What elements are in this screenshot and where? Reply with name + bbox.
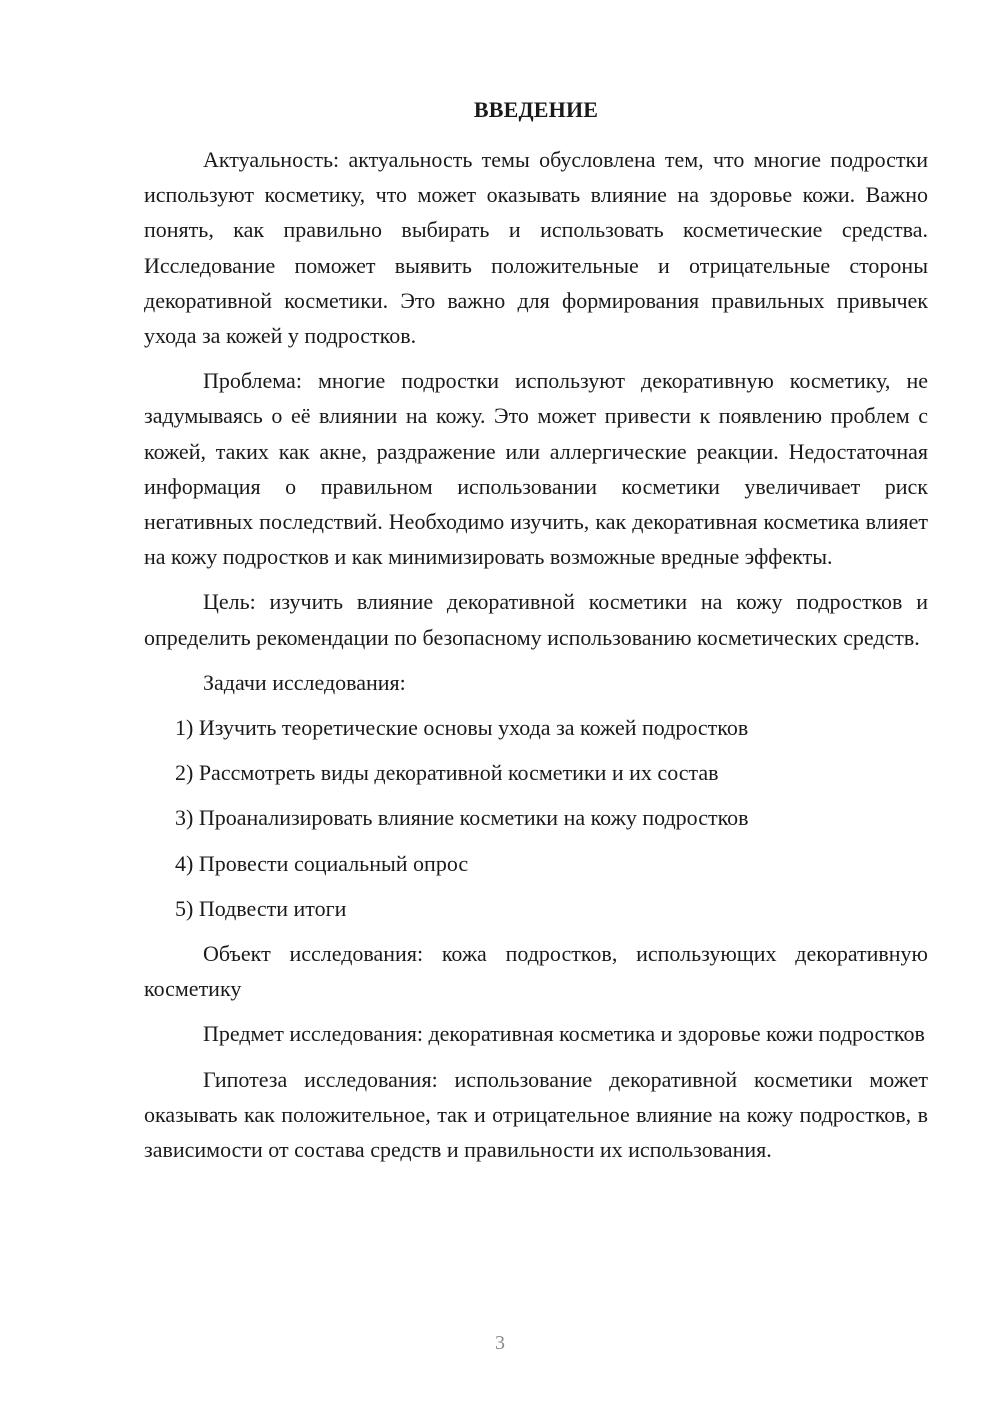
task-item-2: 2) Рассмотреть виды декоративной косметики и их состав xyxy=(175,760,719,786)
task-item-3: 3) Проанализировать влияние косметики на кожу подростков xyxy=(175,805,749,831)
goal-paragraph: Цель: изучить влияние декоративной косметики на кожу подростков и определить рекомендации по безопасному использованию косметических средств. xyxy=(144,589,928,650)
problem-paragraph: Проблема: многие подростки используют декоративную косметику, не задумываясь о её влиянии на кожу. Это может привести к появлению проблем с кожей, таких как акне, раздражение или аллергические реакции. Недостаточная информация о правильном использовании косметики увеличивает риск негативных последствий. Необходимо изучить, как декоративная косметика влияет на кожу подростков и как минимизировать возможные вредные эффекты. xyxy=(144,368,928,570)
task-item-1: 1) Изучить теоретические основы ухода за кожей подростков xyxy=(175,715,749,741)
page-number: 3 xyxy=(495,1332,505,1354)
document-title: ВВЕДЕНИЕ xyxy=(473,97,599,122)
document-page xyxy=(144,92,928,1177)
hypothesis-paragraph: Гипотеза исследования: использование декоративной косметики может оказывать как положительное, так и отрицательное влияние на кожу подростков, в зависимости от состава средств и правильности их использования. xyxy=(144,1066,928,1163)
task-item-4: 4) Провести социальный опрос xyxy=(175,850,469,876)
task-item-5: 5) Подвести итоги xyxy=(175,895,347,921)
relevance-paragraph: Актуальность: актуальность темы обусловлена тем, что многие подростки используют косметику, что может оказывать влияние на здоровье кожи. Важно понять, как правильно выбирать и использовать косметические средства. Исследование поможет выявить положительные и отрицательные стороны декоративной косметики. Это важно для формирования правильных привычек ухода за кожей у подростков. xyxy=(144,147,928,349)
task-list xyxy=(144,710,928,926)
subject-paragraph: Предмет исследования: декоративная косметика и здоровье кожи подростков xyxy=(203,1021,925,1047)
tasks-heading: Задачи исследования: xyxy=(203,669,406,695)
object-paragraph: Объект исследования: кожа подростков, использующих декоративную косметику xyxy=(144,941,928,1002)
